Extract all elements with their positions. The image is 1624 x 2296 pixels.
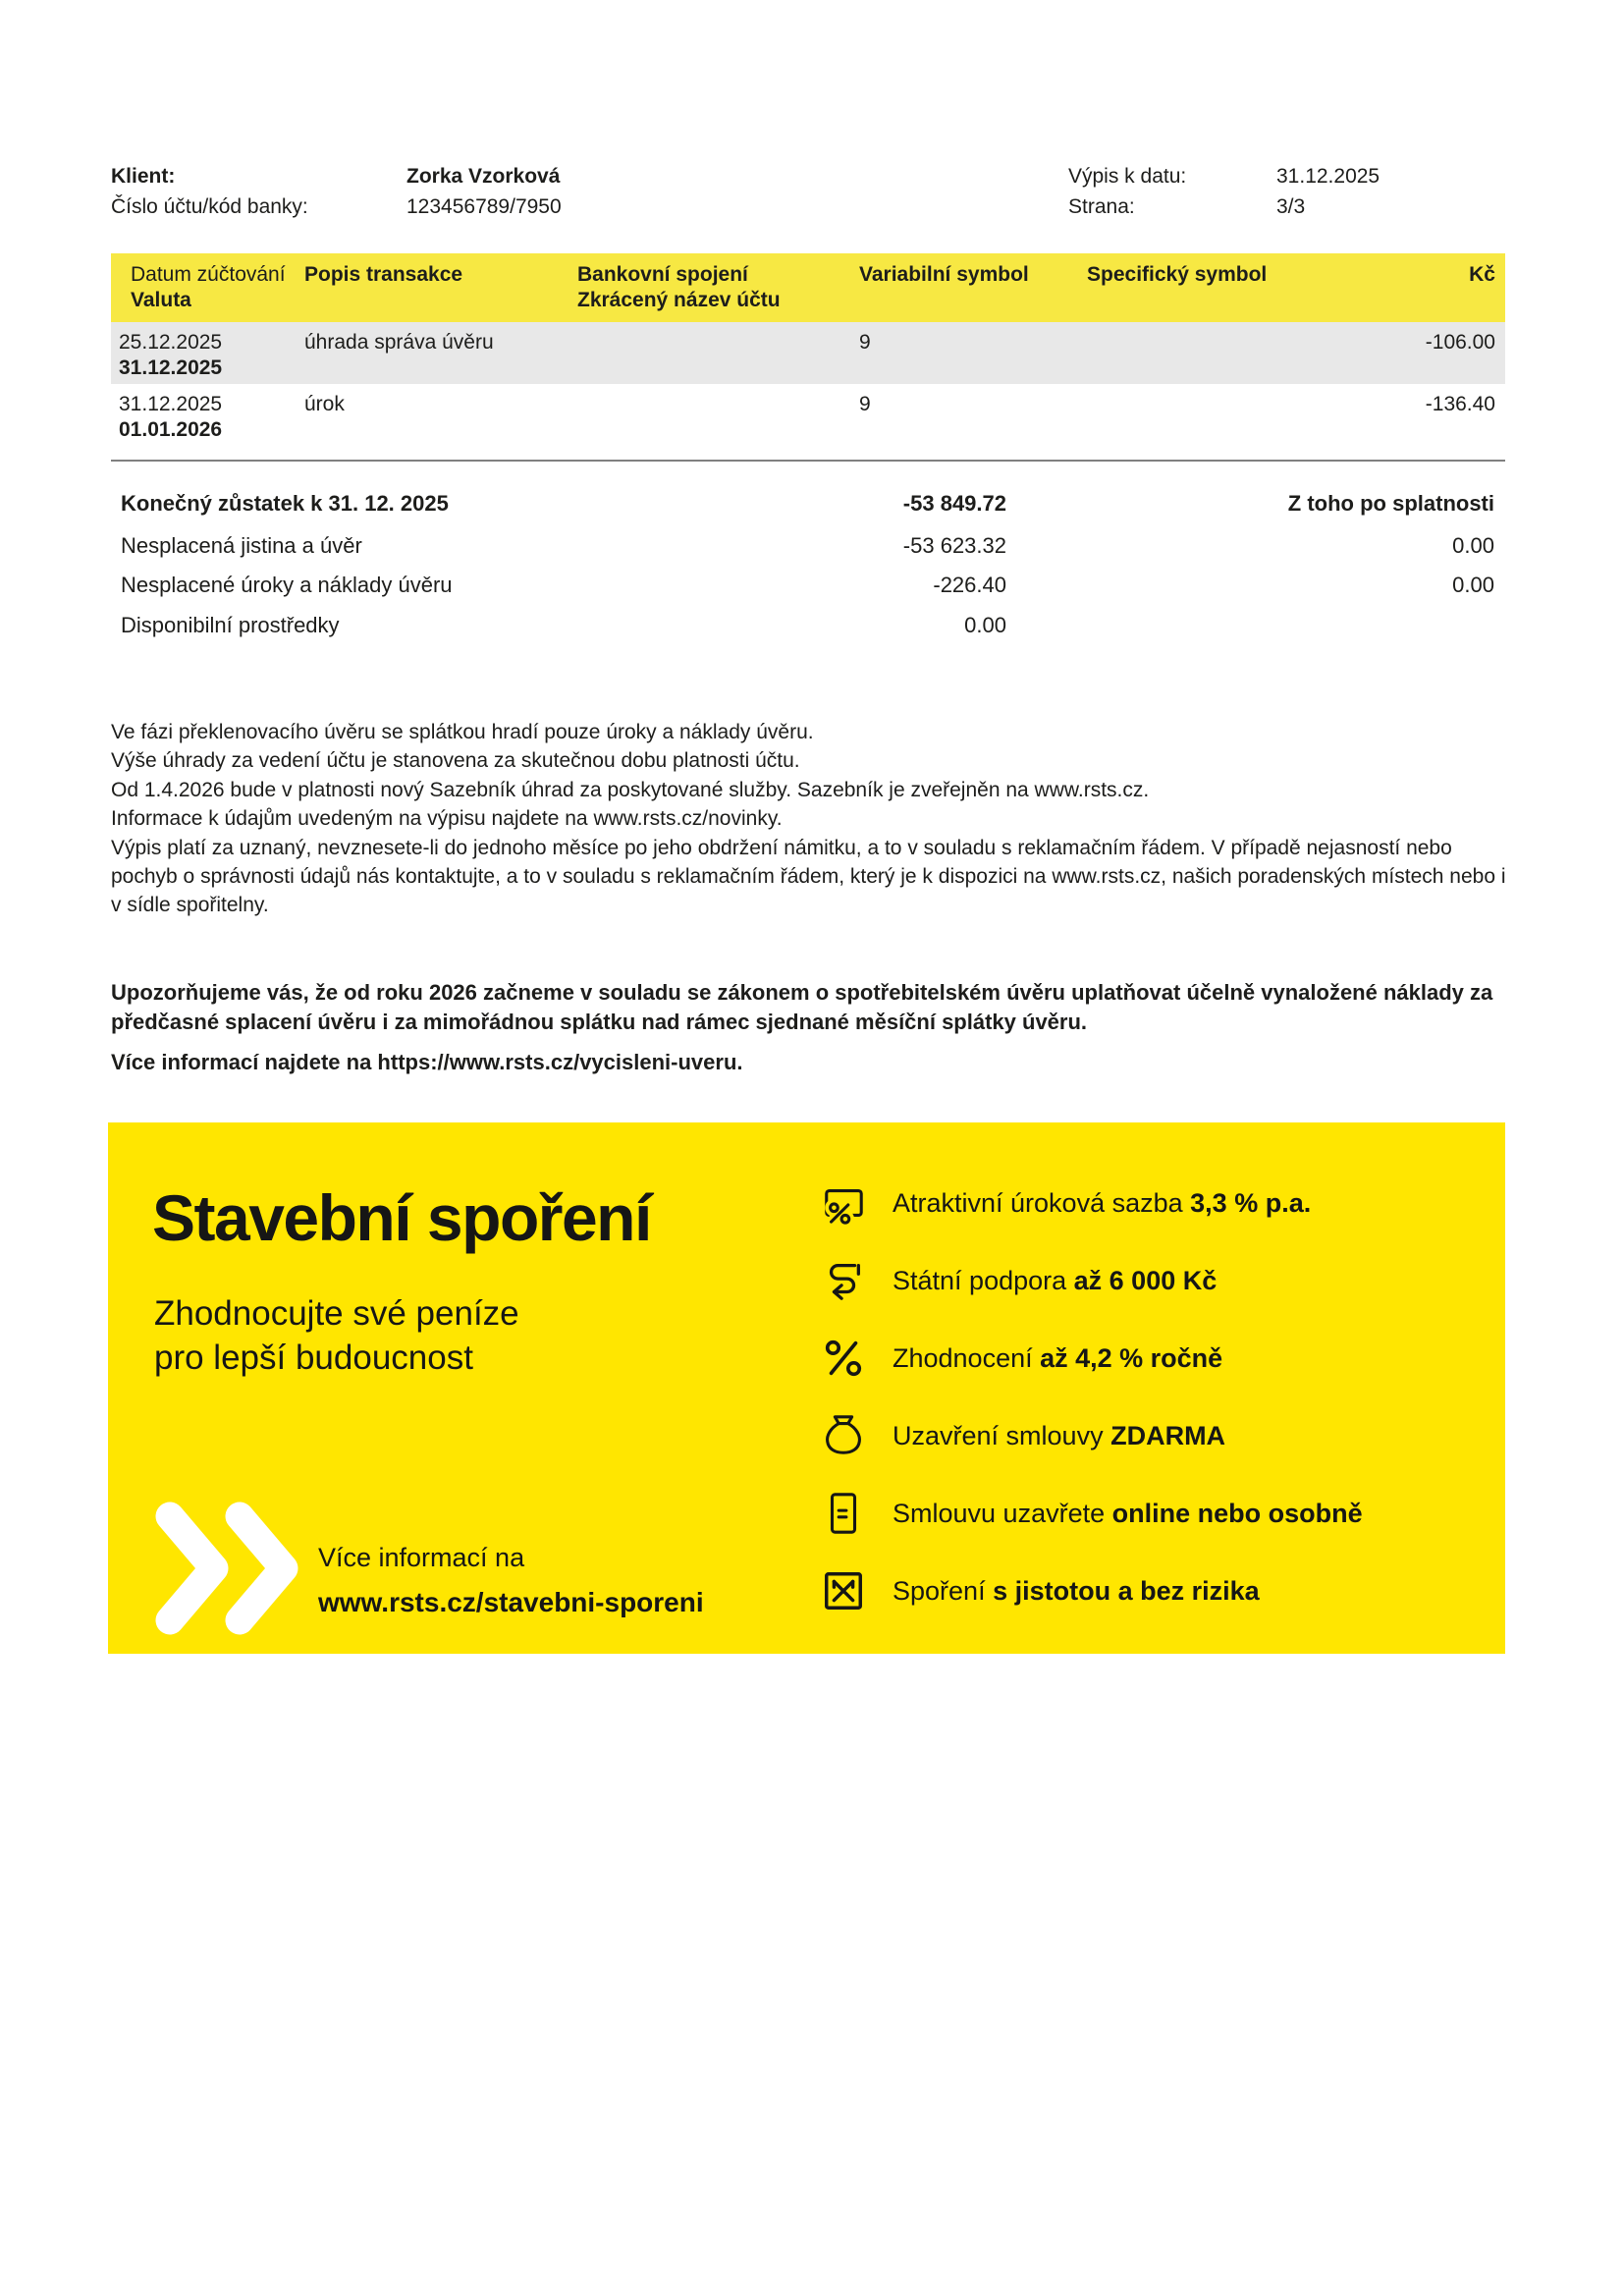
feature-label: Zhodnocení	[893, 1342, 1041, 1373]
date-valuta: 01.01.2026	[119, 418, 223, 441]
column-specific-symbol: Specifický symbol	[1087, 263, 1268, 286]
summary-amount: -53 623.32	[902, 533, 1006, 558]
transaction-amount: -136.40	[1425, 393, 1495, 415]
transaction-description: úhrada správa úvěru	[304, 331, 494, 354]
feature-safe-savings	[821, 1567, 1260, 1614]
feature-contract-channel	[821, 1490, 1363, 1537]
client-value: Zorka Vzorková	[406, 165, 561, 188]
percent-icon	[821, 1336, 866, 1381]
feature-label: Smlouvu uzavřete	[893, 1498, 1112, 1528]
date-valuta: 31.12.2025	[119, 356, 223, 379]
feature-text	[893, 1188, 1311, 1219]
transactions-table-header	[111, 253, 1505, 322]
promo-banner	[108, 1122, 1505, 1654]
column-bank-line2: Zkrácený název účtu	[577, 289, 781, 311]
divider	[111, 460, 1505, 462]
feature-value: až 6 000 Kč	[1073, 1265, 1218, 1295]
column-description: Popis transakce	[304, 263, 463, 286]
column-date-posted: Datum zúčtování	[131, 263, 286, 286]
note-line: Informace k údajům uvedeným na výpisu najdete na www.rsts.cz/novinky.	[111, 807, 783, 831]
feature-value: ZDARMA	[1110, 1420, 1226, 1450]
client-label: Klient:	[111, 165, 176, 188]
feature-value: online nebo osobně	[1111, 1498, 1363, 1528]
summary-label: Disponibilní prostředky	[121, 613, 340, 637]
summary-overdue: 0.00	[1452, 573, 1494, 597]
feature-text	[893, 1576, 1260, 1607]
note-line: Výše úhrady za vedení účtu je stanovena za skutečnou dobu platnosti účtu.	[111, 749, 800, 773]
transaction-amount: -106.00	[1425, 331, 1495, 354]
feature-label: Uzavření smlouvy	[893, 1420, 1111, 1450]
raiffeisen-logo-icon	[821, 1568, 866, 1613]
feature-label: Atraktivní úroková sazba	[893, 1187, 1191, 1218]
feature-text	[893, 1421, 1225, 1451]
summary-label: Nesplacené úroky a náklady úvěru	[121, 573, 453, 597]
notice-block	[111, 978, 1519, 1077]
summary-row-principal	[111, 533, 1505, 559]
account-number-value: 123456789/7950	[406, 195, 562, 218]
double-chevron-icon	[153, 1502, 300, 1640]
banner-subtitle-line1: Zhodnocujte své peníze	[154, 1294, 519, 1333]
statement-date-value: 31.12.2025	[1276, 165, 1380, 188]
feature-free-contract	[821, 1412, 1225, 1459]
feature-value: 3,3 % p.a.	[1190, 1187, 1312, 1218]
notice-link-line: Více informací najdete na https://www.rsts.cz/vycisleni-uveru.	[111, 1050, 743, 1074]
feature-text	[893, 1499, 1363, 1529]
feature-label: Státní podpora	[893, 1265, 1074, 1295]
summary-amount: 0.00	[964, 613, 1006, 637]
feature-interest-rate	[821, 1179, 1311, 1227]
table-row	[111, 322, 1505, 384]
feature-value: až 4,2 % ročně	[1040, 1342, 1223, 1373]
notes-block	[111, 718, 1511, 920]
feature-text	[893, 1266, 1217, 1296]
column-date-valuta: Valuta	[131, 289, 191, 311]
page-number-value: 3/3	[1276, 195, 1306, 218]
overdue-column-header: Z toho po splatnosti	[1287, 491, 1494, 516]
banner-link-label: Více informací na	[318, 1543, 525, 1572]
date-posted: 25.12.2025	[119, 331, 223, 354]
date-posted: 31.12.2025	[119, 393, 223, 415]
note-line: Od 1.4.2026 bude v platnosti nový Sazebník úhrad za poskytované služby. Sazebník je zveřejněn na www.rsts.cz.	[111, 778, 1150, 801]
transaction-description: úrok	[304, 393, 345, 415]
summary-overdue: 0.00	[1452, 533, 1494, 558]
banner-subtitle	[154, 1291, 519, 1380]
feature-value: s jistotou a bez rizika	[993, 1575, 1260, 1606]
note-line: Ve fázi překlenovacího úvěru se splátkou hradí pouze úroky a náklady úvěru.	[111, 721, 814, 743]
summary-amount: -226.40	[933, 573, 1006, 597]
account-number-label: Číslo účtu/kód banky:	[111, 195, 308, 218]
feature-state-support	[821, 1257, 1217, 1304]
summary-amount: -53 849.72	[902, 491, 1006, 516]
page-number-label: Strana:	[1068, 195, 1135, 218]
contract-icon	[821, 1491, 866, 1536]
feature-yield	[821, 1335, 1222, 1382]
column-bank-line1: Bankovní spojení	[577, 263, 748, 286]
banner-more-info	[318, 1536, 704, 1624]
transaction-dates	[119, 330, 222, 381]
summary-label: Nesplacená jistina a úvěr	[121, 533, 362, 558]
banner-title: Stavební spoření	[152, 1181, 651, 1254]
column-date	[131, 262, 286, 313]
column-variable-symbol: Variabilní symbol	[859, 263, 1029, 286]
statement-date-label: Výpis k datu:	[1068, 165, 1187, 188]
money-bag-icon	[821, 1413, 866, 1458]
feature-text	[893, 1343, 1222, 1374]
feature-label: Spoření	[893, 1575, 994, 1606]
summary-row-available-funds	[111, 613, 1505, 638]
transaction-variable-symbol: 9	[859, 393, 871, 415]
note-paragraph: Výpis platí za uznaný, nevznesete-li do jednoho měsíce po jeho obdržení námitku, a to v souladu s reklamačním řádem. V případě nejasností nebo pochyb o správnosti údajů nás kontaktujte, a to v souladu s reklamačním řádem, který je k dispozici na www.rsts.cz, našich poradenských místech nebo i v sídle spořitelny.	[111, 836, 1506, 917]
column-bank	[577, 262, 781, 313]
summary-row-final-balance	[111, 491, 1505, 517]
transaction-variable-symbol: 9	[859, 331, 871, 354]
money-flow-icon	[821, 1258, 866, 1303]
banknote-percent-icon	[821, 1180, 866, 1226]
banner-link-url[interactable]: www.rsts.cz/stavebni-sporeni	[318, 1587, 704, 1617]
banner-subtitle-line2: pro lepší budoucnost	[154, 1339, 473, 1377]
column-amount: Kč	[1469, 263, 1495, 286]
summary-label: Konečný zůstatek k 31. 12. 2025	[121, 491, 449, 516]
table-row	[111, 384, 1505, 453]
summary-row-interest	[111, 573, 1505, 598]
notice-paragraph: Upozorňujeme vás, že od roku 2026 začneme v souladu se zákonem o spotřebitelském úvěru uplatňovat účelně vynaložené náklady za předčasné splacení úvěru i za mimořádnou splátku nad rámec sjednané měsíční splátky úvěru.	[111, 980, 1493, 1034]
transaction-dates	[119, 392, 222, 443]
